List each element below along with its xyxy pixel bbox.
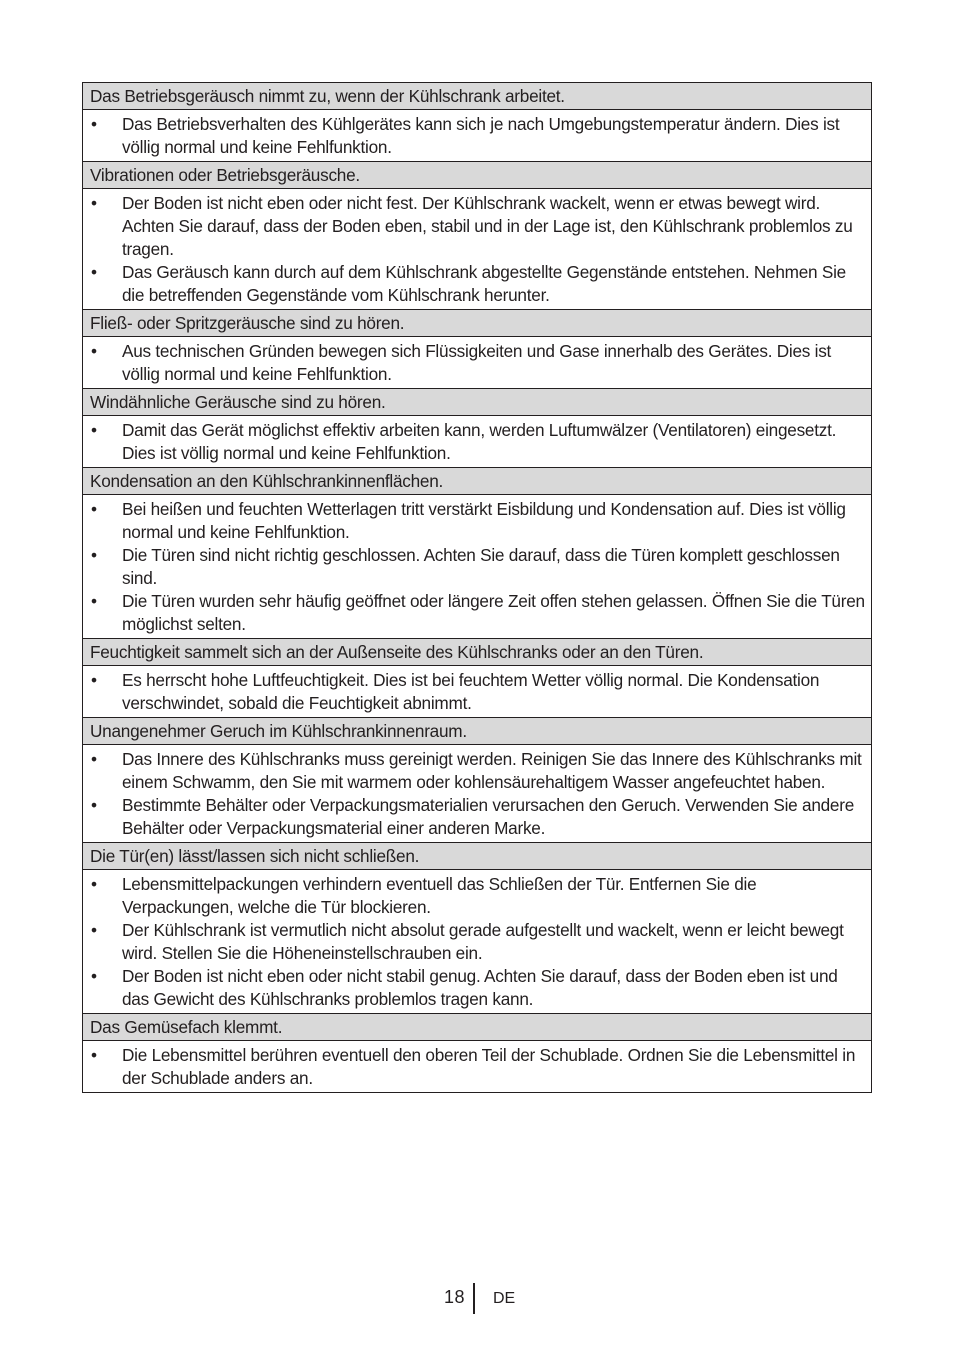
list-item-text: Das Betriebsverhalten des Kühlgerätes kann sich je nach Umgebungstemperatur ändern. Dies ist völlig normal und keine Fehlfunktion. (122, 114, 840, 157)
language-code: DE (493, 1290, 516, 1307)
list-item-text: Die Lebensmittel berühren eventuell den oberen Teil der Schublade. Ordnen Sie die Lebensmittel in der Schublade anders an. (122, 1045, 856, 1088)
section-title: Windähnliche Geräusche sind zu hören. (83, 388, 871, 416)
list-item (89, 544, 865, 590)
bullet-icon: • (91, 420, 97, 440)
bullet-icon: • (91, 193, 97, 213)
list-item (89, 669, 865, 715)
section-body (83, 416, 871, 467)
bullet-icon: • (91, 499, 97, 519)
section-title: Vibrationen oder Betriebsgeräusche. (83, 161, 871, 189)
list-item-text: Bestimmte Behälter oder Verpackungsmaterialien verursachen den Geruch. Verwenden Sie andere Behälter oder Verpackungsmaterial einer anderen Marke. (122, 795, 855, 838)
list-item (89, 498, 865, 544)
bullet-icon: • (91, 920, 97, 940)
section-body (83, 337, 871, 388)
list-item (89, 748, 865, 794)
bullet-icon: • (91, 114, 97, 134)
bullet-icon: • (91, 341, 97, 361)
list-item-text: Lebensmittelpackungen verhindern eventuell das Schließen der Tür. Entfernen Sie die Verpackungen, welche die Tür blockieren. (122, 874, 757, 917)
page-footer (0, 1283, 954, 1315)
list-item-text: Damit das Gerät möglichst effektiv arbeiten kann, werden Luftumwälzer (Ventilatoren) eingesetzt. Dies ist völlig normal und keine Fehlfunktion. (122, 420, 837, 463)
list-item-text: Die Türen sind nicht richtig geschlossen. Achten Sie darauf, dass die Türen komplett geschlossen sind. (122, 545, 840, 588)
list-item (89, 873, 865, 919)
bullet-icon: • (91, 591, 97, 611)
section-body (83, 110, 871, 161)
bullet-icon: • (91, 795, 97, 815)
list-item-text: Bei heißen und feuchten Wetterlagen tritt verstärkt Eisbildung und Kondensation auf. Dies ist völlig normal und keine Fehlfunktion. (122, 499, 846, 542)
section-body (83, 1041, 871, 1092)
list-item-text: Die Türen wurden sehr häufig geöffnet oder längere Zeit offen stehen gelassen. Öffnen Sie die Türen möglichst selten. (122, 591, 865, 634)
list-item (89, 965, 865, 1011)
section-body (83, 666, 871, 717)
section-body (83, 745, 871, 842)
list-item (89, 1044, 865, 1090)
list-item-text: Es herrscht hohe Luftfeuchtigkeit. Dies ist bei feuchtem Wetter völlig normal. Die Kondensation verschwindet, sobald die Feuchtigkeit abnimmt. (122, 670, 820, 713)
list-item (89, 419, 865, 465)
section-title: Feuchtigkeit sammelt sich an der Außenseite des Kühlschranks oder an den Türen. (83, 638, 871, 666)
section-title: Fließ- oder Spritzgeräusche sind zu hören. (83, 309, 871, 337)
bullet-icon: • (91, 1045, 97, 1065)
list-item-text: Das Innere des Kühlschranks muss gereinigt werden. Reinigen Sie das Innere des Kühlschranks mit einem Schwamm, den Sie mit warmem oder kohlensäurehaltigem Wasser angefeuchtet haben. (122, 749, 862, 792)
section-title: Das Betriebsgeräusch nimmt zu, wenn der Kühlschrank arbeitet. (83, 83, 871, 110)
bullet-icon: • (91, 545, 97, 565)
list-item-text: Der Boden ist nicht eben oder nicht stabil genug. Achten Sie darauf, dass der Boden eben ist und das Gewicht des Kühlschranks problemlos tragen kann. (122, 966, 838, 1009)
list-item (89, 113, 865, 159)
bullet-icon: • (91, 966, 97, 986)
bullet-icon: • (91, 749, 97, 769)
bullet-icon: • (91, 262, 97, 282)
list-item (89, 261, 865, 307)
list-item (89, 340, 865, 386)
page-number: 18 (443, 1287, 465, 1307)
list-item (89, 794, 865, 840)
section-body (83, 189, 871, 309)
troubleshooting-table (82, 82, 872, 1093)
footer-divider (473, 1283, 475, 1314)
list-item-text: Der Boden ist nicht eben oder nicht fest. Der Kühlschrank wackelt, wenn er etwas bewegt wird. Achten Sie darauf, dass der Boden eben, stabil und in der Lage ist, den Kühlschrank problemlos zu tragen. (122, 193, 853, 259)
bullet-icon: • (91, 670, 97, 690)
list-item-text: Aus technischen Gründen bewegen sich Flüssigkeiten und Gase innerhalb des Gerätes. Dies ist völlig normal und keine Fehlfunktion. (122, 341, 832, 384)
list-item (89, 192, 865, 261)
bullet-icon: • (91, 874, 97, 894)
list-item (89, 590, 865, 636)
section-title: Unangenehmer Geruch im Kühlschrankinnenraum. (83, 717, 871, 745)
section-body (83, 870, 871, 1013)
section-title: Kondensation an den Kühlschrankinnenflächen. (83, 467, 871, 495)
section-body (83, 495, 871, 638)
list-item-text: Das Geräusch kann durch auf dem Kühlschrank abgestellte Gegenstände entstehen. Nehmen Sie die betreffenden Gegenstände vom Kühlschrank herunter. (122, 262, 846, 305)
section-title: Die Tür(en) lässt/lassen sich nicht schließen. (83, 842, 871, 870)
list-item (89, 919, 865, 965)
section-title: Das Gemüsefach klemmt. (83, 1013, 871, 1041)
list-item-text: Der Kühlschrank ist vermutlich nicht absolut gerade aufgestellt und wackelt, wenn er leicht bewegt wird. Stellen Sie die Höheneinstellschrauben ein. (122, 920, 844, 963)
